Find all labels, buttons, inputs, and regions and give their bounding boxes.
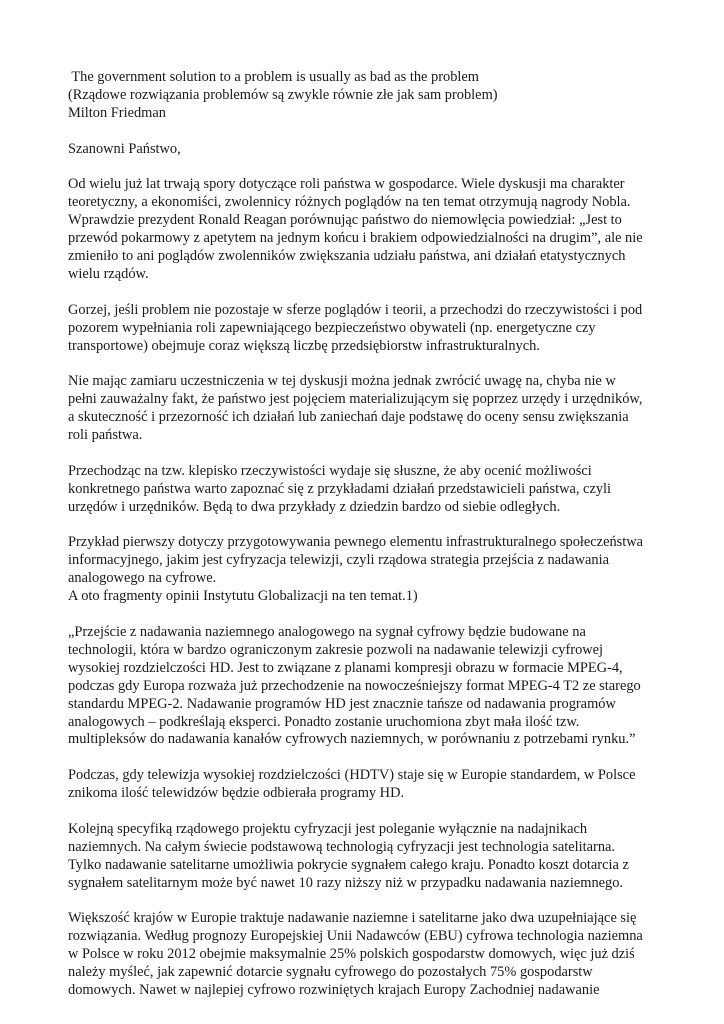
paragraph-line: Wprawdzie prezydent Ronald Reagan porównując państwo do niemowlęcia powiedział: „Jest to bbox=[68, 212, 622, 229]
paragraph-line: Przechodząc na tzw. klepisko rzeczywistości wydaje się słuszne, że aby ocenić możliwości bbox=[68, 462, 592, 479]
epigraph-quote: The government solution to a problem is usually as bad as the problem bbox=[68, 69, 479, 85]
document-page bbox=[68, 69, 668, 1000]
paragraph bbox=[68, 910, 668, 1000]
paragraph-line: należy myśleć, jak zapewnić dotarcie sygnału cyfrowego do pozostałych 75% gospodarstw bbox=[68, 964, 593, 981]
salutation-text: Szanowni Państwo, bbox=[68, 140, 181, 157]
paragraph bbox=[68, 463, 668, 517]
paragraph-line: naziemnych. Na całym świecie podstawową technologią cyfryzacji jest technologia satelitarna. bbox=[68, 838, 616, 855]
paragraph-line: Kolejną specyfiką rządowego projektu cyfryzacji jest poleganie wyłącznie na nadajnikach bbox=[68, 820, 588, 837]
epigraph-translation: (Rządowe rozwiązania problemów są zwykle równie złe jak sam problem) bbox=[68, 86, 498, 103]
paragraph-line: domowych. Nawet w najlepiej cyfrowo rozwiniętych krajach Europy Zachodniej nadawanie bbox=[68, 982, 600, 999]
paragraph-line: transportowe) obejmuje coraz większą liczbę przedsiębiorstw infrastrukturalnych. bbox=[68, 337, 540, 354]
paragraph-line: analogowych – podkreślają eksperci. Ponadto zostanie uruchomiona zbyt mała ilość tzw. bbox=[68, 713, 580, 730]
paragraph-line: informacyjnego, jakim jest cyfryzacja telewizji, czyli rządowa strategia przejścia z nadawania bbox=[68, 552, 609, 569]
paragraph-line: podczas gdy Europa rozważa już przechodzenie na nowocześniejszy format MPEG-4 T2 ze starego bbox=[68, 677, 641, 694]
epigraph bbox=[68, 69, 668, 123]
paragraph-line: technologii, która w bardzo ograniczonym zakresie pozwoli na nadawanie telewizji cyfrowej bbox=[68, 641, 604, 658]
paragraph-line: zmieniło to ani poglądów zwolenników zwiększania udziału państwa, ani działań etatystycznych bbox=[68, 248, 626, 265]
paragraph-line: Tylko nadawanie satelitarne umożliwia pokrycie sygnałem całego kraju. Ponadto koszt dotarcia z bbox=[68, 856, 629, 873]
paragraph-line: urzędów i urzędników. Będą to dwa przykłady z dziedzin bardzo od siebie odległych. bbox=[68, 498, 561, 515]
paragraph bbox=[68, 767, 668, 803]
paragraph-line: rozwiązania. Według prognozy Europejskiej Unii Nadawców (EBU) cyfrowa technologia naziemna bbox=[68, 928, 643, 945]
paragraph-line: przewód pokarmowy z apetytem na jednym końcu i brakiem odpowiedzialności na drugim”, ale nie bbox=[68, 230, 643, 247]
paragraph-line: Większość krajów w Europie traktuje nadawanie naziemne i satelitarne jako dwa uzupełniające się bbox=[68, 910, 637, 927]
paragraph-line: Podczas, gdy telewizja wysokiej rozdzielczości (HDTV) staje się w Europie standardem, w Polsce bbox=[68, 767, 636, 784]
paragraph bbox=[68, 373, 668, 445]
paragraph-line: teoretyczny, a ekonomiści, zwolennicy różnych poglądów na ten temat otrzymują nagrody Nobla. bbox=[68, 194, 631, 211]
paragraph-line: Gorzej, jeśli problem nie pozostaje w sferze poglądów i teorii, a przechodzi do rzeczywistości i pod bbox=[68, 301, 643, 318]
paragraph-line: a skuteczność i przezorność ich działań lub zaniechań daje podstawę do oceny sensu zwiększania bbox=[68, 409, 629, 426]
paragraph-line: analogowego na cyfrowe. bbox=[68, 570, 217, 587]
paragraph-line: sygnałem satelitarnym może być nawet 10 razy niższy niż w przypadku nadawania naziemnego. bbox=[68, 874, 624, 891]
paragraph-line: multipleksów do nadawania kanałów cyfrowych naziemnych, w porównaniu z potrzebami rynku.” bbox=[68, 731, 636, 748]
paragraph bbox=[68, 624, 668, 749]
paragraph bbox=[68, 302, 668, 356]
paragraph-line: A oto fragmenty opinii Instytutu Globalizacji na ten temat.1) bbox=[68, 588, 418, 605]
paragraph-line: wielu rządów. bbox=[68, 265, 149, 282]
paragraph-line: w Polsce w roku 2012 obejmie maksymalnie 25% polskich gospodarstw domowych, więc już dziś bbox=[68, 946, 635, 963]
paragraph bbox=[68, 821, 668, 893]
paragraph-line: pełni zauważalny fakt, że państwo jest pojęciem materializującym się poprzez urzędy i urzędników, bbox=[68, 391, 643, 408]
paragraph-line: konkretnego państwa warto zapoznać się z przykładami działań przedstawicieli państwa, czyli bbox=[68, 480, 612, 497]
epigraph-author: Milton Friedman bbox=[68, 104, 166, 121]
salutation bbox=[68, 141, 668, 159]
paragraph bbox=[68, 534, 668, 606]
paragraph-line: pozorem wypełniania roli zapewniającego bezpieczeństwo obywateli (np. energetyczne czy bbox=[68, 319, 596, 336]
paragraph-line: „Przejście z nadawania naziemnego analogowego na sygnał cyfrowy będzie budowane na bbox=[68, 623, 586, 640]
paragraph-line: standardu MPEG-2. Nadawanie programów HD jest znacznie tańsze od nadawania programów bbox=[68, 695, 616, 712]
paragraph-line: wysokiej rozdzielczości HD. Jest to związane z planami kompresji obrazu w formacie MPEG-4, bbox=[68, 659, 623, 676]
paragraph bbox=[68, 176, 668, 283]
paragraph-line: Nie mając zamiaru uczestniczenia w tej dyskusji można jednak zwrócić uwagę na, chyba nie w bbox=[68, 373, 616, 390]
paragraph-line: Od wielu już lat trwają spory dotyczące roli państwa w gospodarce. Wiele dyskusji ma charakter bbox=[68, 176, 625, 193]
paragraph-line: roli państwa. bbox=[68, 427, 143, 444]
paragraph-line: znikoma ilość telewidzów będzie odbierała programy HD. bbox=[68, 785, 405, 802]
body-paragraphs bbox=[68, 176, 668, 1000]
paragraph-line: Przykład pierwszy dotyczy przygotowywania pewnego elementu infrastrukturalnego społeczeństwa bbox=[68, 534, 644, 551]
